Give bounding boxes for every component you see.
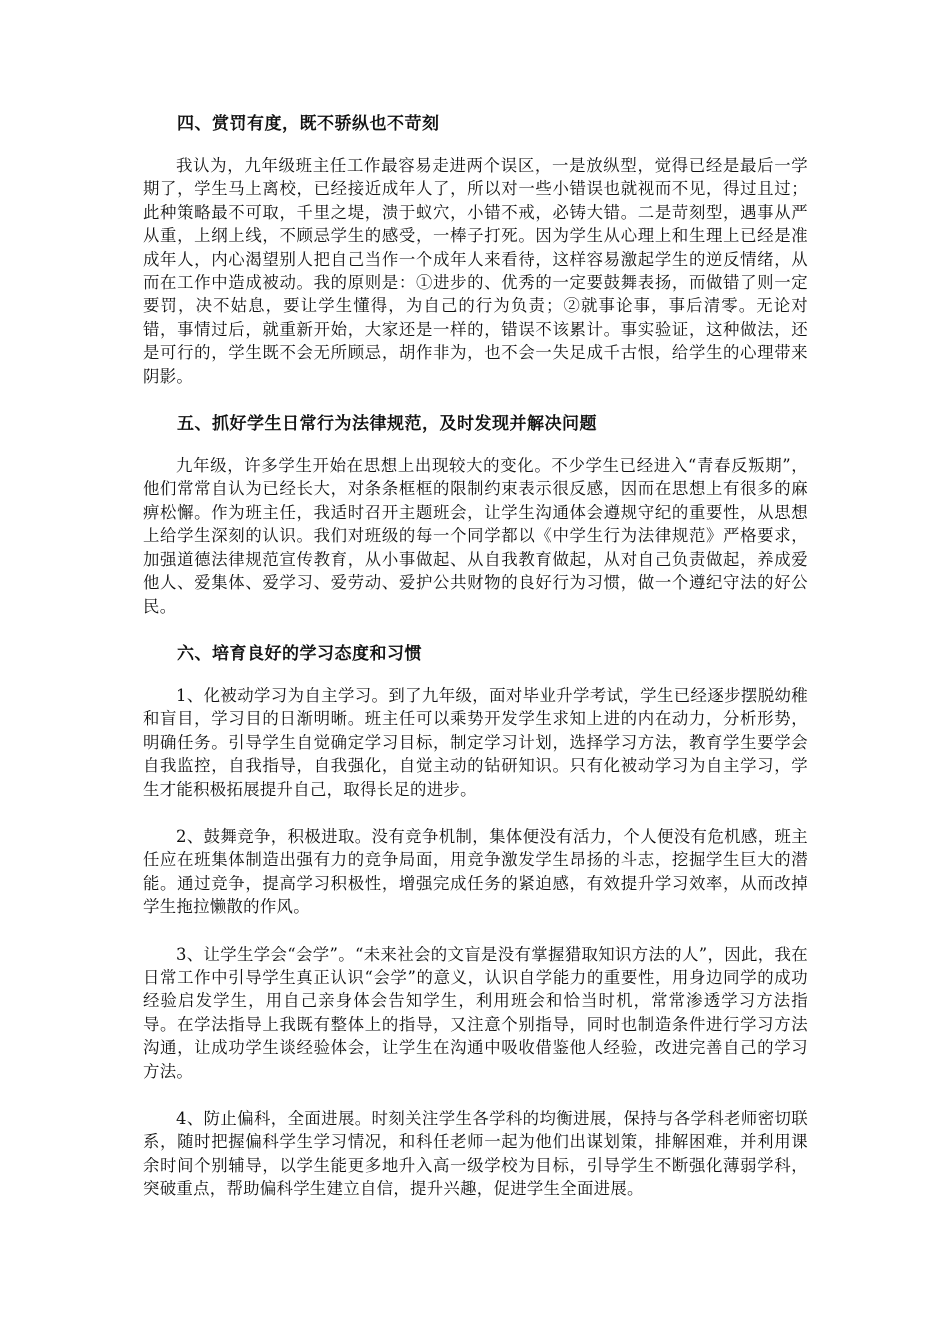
section-heading-4: 四、赏罚有度，既不骄纵也不苛刻 xyxy=(177,114,440,134)
spacer xyxy=(143,666,808,684)
section-4-paragraph-1: 我认为，九年级班主任工作最容易走进两个误区，一是放纵型，觉得已经是最后一学期了，学生马上离校，已经接近成年人了，所以对一些小错误也就视而不见，得过且过；此种策略最不可取，千里之堤，溃于蚁穴，小错不戒，必铸大错。二是苛刻型，遇事从严从重，上纲上线，不顾忌学生的感受，一棒子打死。因为学生从心理上和生理上已经是准成年人，内心渴望别人把自己当作一个成年人来看待，这样容易激起学生的逆反情绪，从而在工作中造成被动。我的原则是：①进步的、优秀的一定要鼓舞表扬，而做错了则一定要罚，决不姑息，要让学生懂得，为自己的行为负责；②就事论事，事后清零。无论对错，事情过后，就重新开始，大家还是一样的，错误不该累计。事实验证，这种做法，还是可行的，学生既不会无所顾忌，胡作非为，也不会一失足成千古恨，给学生的心理带来阴影。 xyxy=(143,156,808,386)
spacer xyxy=(143,919,808,943)
spacer xyxy=(143,801,808,825)
section-heading-5: 五、抓好学生日常行为法律规范，及时发现并解决问题 xyxy=(177,414,597,435)
section-6-paragraph-4: 4、防止偏科，全面进展。时刻关注学生各学科的均衡进展，保持与各学科老师密切联系，随时把握偏科学生学习情况，和科任老师一起为他们出谋划策，排解困难，并利用课余时间个别辅导，以学生能更多地升入高一级学校为目标，引导学生不断强化薄弱学科，突破重点，帮助偏科学生建立自信，提升兴趣，促进学生全面进展。 xyxy=(143,1109,808,1199)
spacer xyxy=(143,436,808,454)
spacer xyxy=(143,1083,808,1107)
section-6-paragraph-2: 2、鼓舞竞争，积极进取。没有竞争机制，集体便没有活力，个人便没有危机感，班主任应在班集体制造出强有力的竞争局面，用竞争激发学生昂扬的斗志，挖掘学生巨大的潜能。通过竞争，提高学习积极性，增强完成任务的紧迫感，有效提升学习效率，从而改掉学生拖拉懒散的作风。 xyxy=(143,826,808,917)
document-page xyxy=(143,112,808,1201)
section-heading-6: 六、培育良好的学习态度和习惯 xyxy=(177,643,422,664)
spacer xyxy=(143,136,808,154)
section-5-paragraph-1: 九年级，许多学生开始在思想上出现较大的变化。不少学生已经进入“青春反叛期”，他们常常自认为已经长大，对条条框框的限制约束表示很反感，因而在思想上有很多的麻痹松懈。作为班主任，我适时召开主题班会，让学生沟通体会遵规守纪的重要性，从思想上给学生深刻的认识。我们对班级的每一个同学都以《中学生行为法律规范》严格要求，加强道德法律规范宣传教育，从小事做起、从自我教育做起，从对自己负责做起，养成爱他人、爱集体、爱学习、爱劳动、爱护公共财物的良好行为习惯，做一个遵纪守法的好公民。 xyxy=(143,456,808,616)
section-6-paragraph-3: 3、让学生学会“会学”。“未来社会的文盲是没有掌握猎取知识方法的人”，因此，我在日常工作中引导学生真正认识“会学”的意义，认识自学能力的重要性，用身边同学的成功经验启发学生，用自己亲身体会告知学生，利用班会和恰当时机，常常渗透学习方法指导。在学法指导上我既有整体上的指导，又注意个别指导，同时也制造条件进行学习方法沟通，让成功学生谈经验体会，让学生在沟通中吸收借鉴他人经验，改进完善自己的学习方法。 xyxy=(143,944,808,1081)
section-6-paragraph-1: 1、化被动学习为自主学习。到了九年级，面对毕业升学考试，学生已经逐步摆脱幼稚和盲目，学习目的日渐明晰。班主任可以乘势开发学生求知上进的内在动力，分析形势，明确任务。引导学生自觉确定学习目标，制定学习计划，选择学习方法，教育学生要学会自我监控，自我指导，自我强化，自觉主动的钻研知识。只有化被动学习为自主学习，学生才能积极拓展提升自己，取得长足的进步。 xyxy=(143,685,808,799)
spacer xyxy=(143,388,808,412)
spacer xyxy=(143,618,808,642)
